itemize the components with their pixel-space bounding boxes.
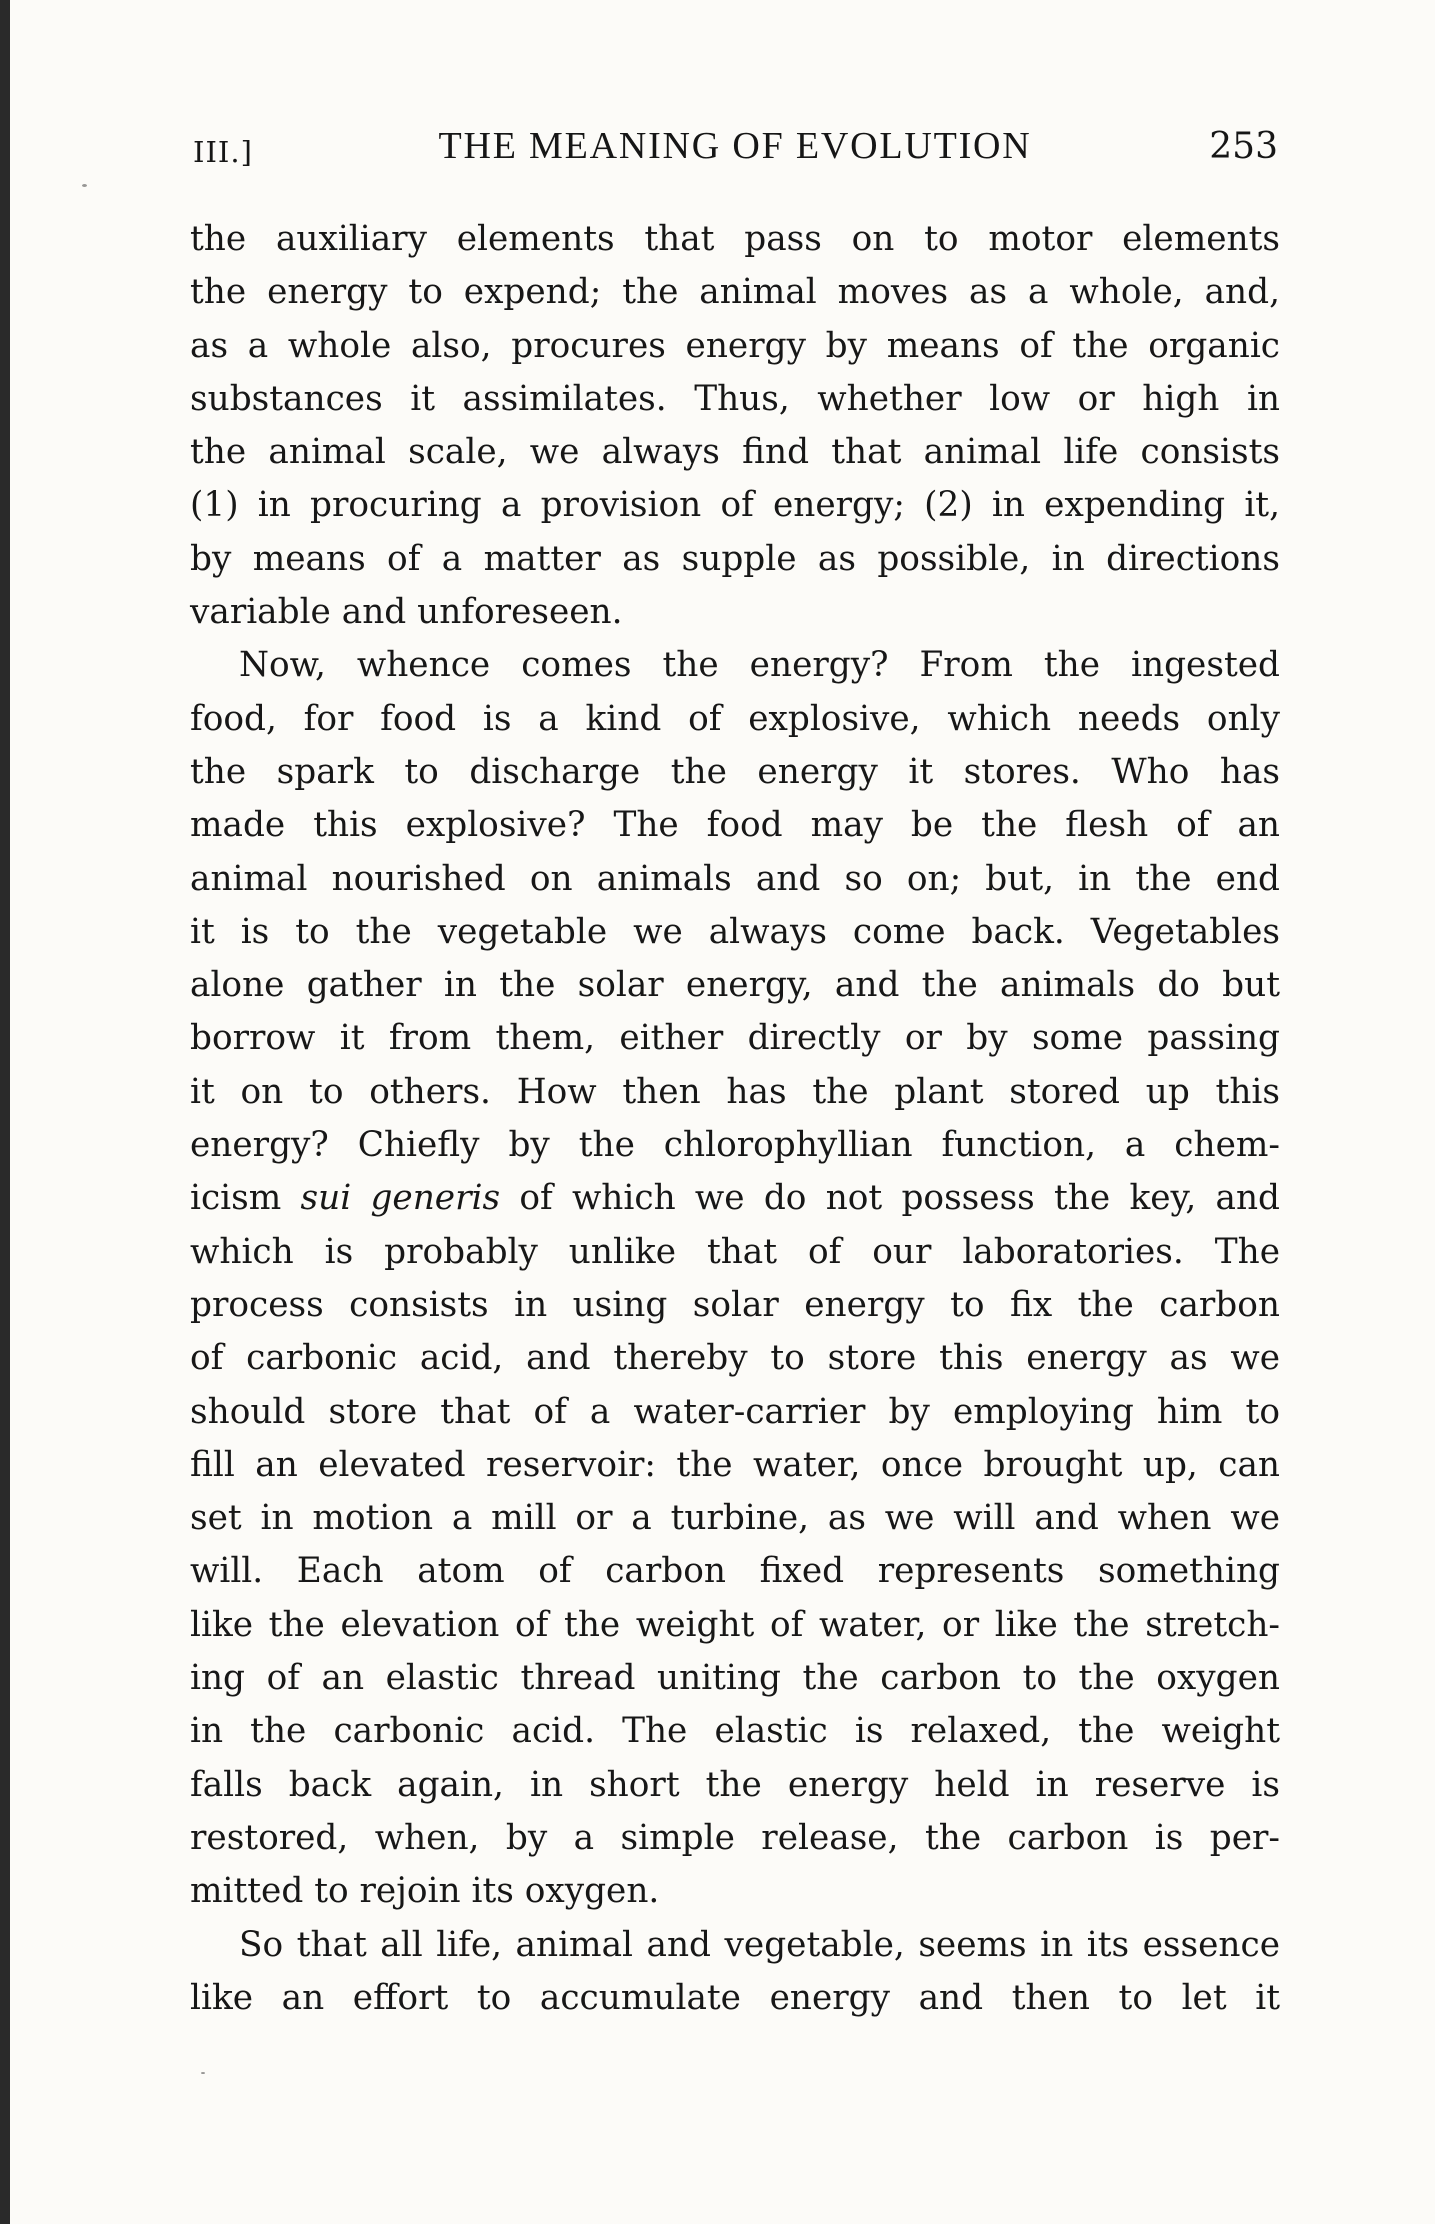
- text-line: restored, when, by a simple release, the carbon is per-: [190, 1817, 1280, 1858]
- text-line: the auxiliary elements that pass on to motor elements: [190, 219, 1280, 259]
- text-line: should store that of a water-carrier by employing him to: [190, 1391, 1280, 1432]
- text-line: like the elevation of the weight of water, or like the stretch-: [190, 1604, 1280, 1645]
- text-line: the spark to discharge the energy it stores. Who has: [190, 751, 1280, 792]
- running-head: [190, 118, 1280, 178]
- text-line: process consists in using solar energy to fix the carbon: [190, 1284, 1280, 1325]
- page-speck: [201, 2072, 205, 2074]
- text-line: of carbonic acid, and thereby to store this energy as we: [190, 1338, 1280, 1379]
- text-line: (1) in procuring a provision of energy; (2) in expending it,: [190, 485, 1280, 526]
- text-line: ing of an elastic thread uniting the carbon to the oxygen: [190, 1658, 1280, 1699]
- scan-edge: [0, 0, 10, 2224]
- text-line: in the carbonic acid. The elastic is relaxed, the weight: [190, 1711, 1280, 1752]
- text-fragment: of which we do not possess the key, and: [519, 1178, 1281, 1219]
- text-line: [190, 1172, 1280, 1225]
- text-line: animal nourished on animals and so on; but, in the end: [190, 858, 1280, 899]
- text-line: made this explosive? The food may be the flesh of an: [190, 805, 1280, 846]
- text-line: falls back again, in short the energy held in reserve is: [190, 1764, 1280, 1805]
- text-line: substances it assimilates. Thus, whether low or high in: [190, 378, 1280, 419]
- text-line: set in motion a mill or a turbine, as we will and when we: [190, 1498, 1280, 1539]
- text-line: variable and unforeseen.: [190, 592, 623, 633]
- text-fragment: icism: [190, 1178, 282, 1219]
- text-line: it on to others. How then has the plant stored up this: [190, 1071, 1280, 1112]
- text-line: as a whole also, procures energy by means of the organic: [190, 325, 1280, 366]
- text-line: the animal scale, we always find that animal life consists: [190, 432, 1280, 473]
- text-line: food, for food is a kind of explosive, which needs only: [190, 698, 1280, 739]
- text-line: Now, whence comes the energy? From the ingested: [239, 645, 1280, 686]
- italic-term: sui generis: [300, 1178, 501, 1219]
- text-line: the energy to expend; the animal moves as a whole, and,: [190, 272, 1280, 313]
- text-line: fill an elevated reservoir: the water, once brought up, can: [190, 1444, 1280, 1485]
- text-line: So that all life, animal and vegetable, seems in its essence: [239, 1924, 1280, 1965]
- text-line: it is to the vegetable we always come back. Vegetables: [190, 911, 1280, 952]
- text-line: like an effort to accumulate energy and then to let it: [190, 1977, 1280, 2018]
- text-line: will. Each atom of carbon fixed represents something: [190, 1551, 1280, 1592]
- text-line: which is probably unlike that of our laboratories. The: [190, 1231, 1280, 1272]
- page-speck: [82, 184, 87, 187]
- chapter-label: III.]: [193, 135, 253, 169]
- body-text: [190, 213, 1280, 2025]
- text-line: mitted to rejoin its oxygen.: [190, 1871, 660, 1912]
- running-title: THE MEANING OF EVOLUTION: [438, 125, 1032, 167]
- text-line: by means of a matter as supple as possible, in directions: [190, 538, 1280, 579]
- paragraph-1: [190, 213, 1280, 639]
- paragraph-3: [190, 1919, 1280, 2026]
- paragraph-2: [190, 639, 1280, 1918]
- text-line: borrow it from them, either directly or by some passing: [190, 1018, 1280, 1059]
- page-number: 253: [1209, 126, 1278, 167]
- text-line: alone gather in the solar energy, and the animals do but: [190, 965, 1280, 1006]
- text-line: energy? Chiefly by the chlorophyllian function, a chem-: [190, 1125, 1280, 1166]
